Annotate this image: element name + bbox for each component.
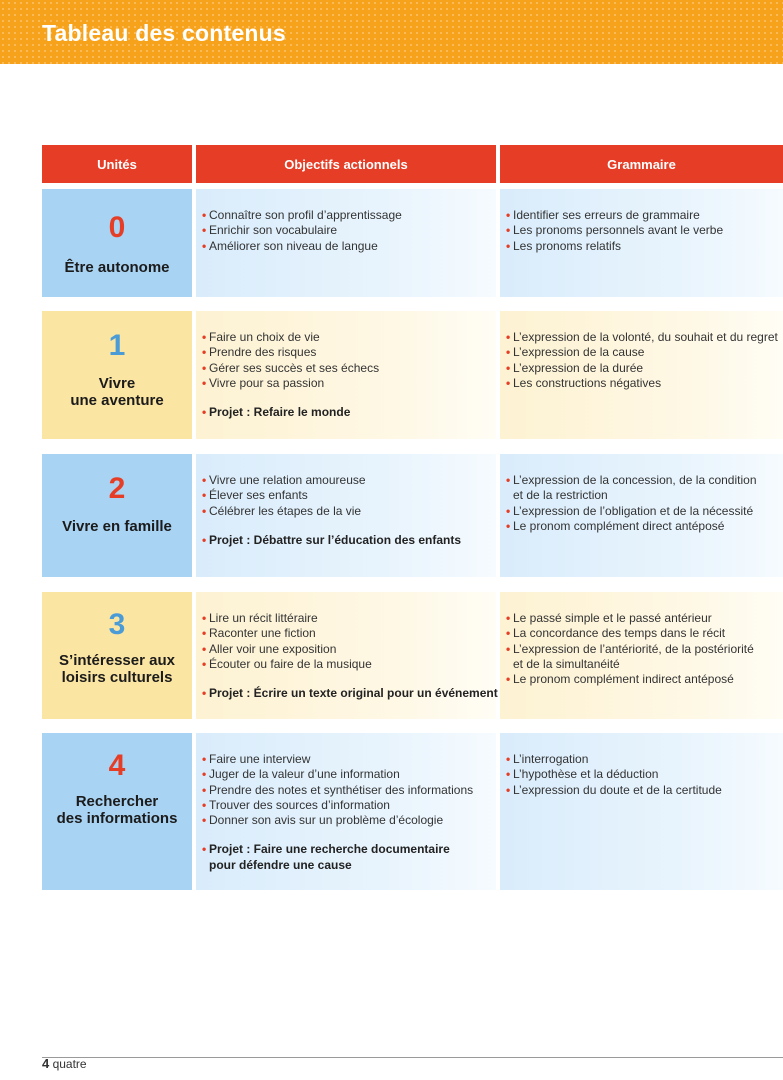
objectif-text: Élever ses enfants [209,488,308,503]
bullet-icon: • [202,503,207,518]
objectif-text: Améliorer son niveau de langue [209,238,378,253]
grammaire-text: Le pronom complément indirect antéposé [513,672,734,687]
bullet-icon: • [202,473,207,487]
bullet-icon: • [202,238,207,253]
unit-cell [42,189,192,297]
unit-name: Rechercher [75,793,159,810]
unit-number: 4 [108,749,126,782]
grammaire-item [506,345,783,360]
grammaire-cell [500,733,783,890]
objectifs-cell [196,189,496,297]
bullet-icon: • [202,345,207,360]
unit-name: Vivre [98,375,136,392]
bullet-icon: • [506,473,511,487]
objectif-text: Faire un choix de vie [209,330,320,344]
bullet-icon: • [202,330,207,344]
page-footer [42,1056,87,1071]
bullet-icon: • [506,518,511,533]
grammaire-text: L’expression de l’obligation et de la nécessité [513,503,754,518]
grammaire-text: Le passé simple et le passé antérieur [513,611,712,625]
unit-name: Vivre en famille [62,518,172,535]
footer-divider [42,1057,783,1058]
unit-name: S’intéresser aux [59,652,175,669]
grammaire-item [506,752,783,767]
grammaire-text: Les constructions négatives [513,375,662,390]
objectif-text: Enrichir son vocabulaire [209,223,338,238]
column-header-objectifs: Objectifs actionnels [196,145,496,183]
grammaire-item [506,642,783,673]
objectif-item [202,813,496,828]
unit-cell [42,733,192,890]
objectif-item [202,208,496,223]
objectif-item [202,642,496,657]
bullet-icon: • [202,532,207,547]
objectif-item [202,361,496,376]
bullet-icon: • [202,842,207,857]
objectifs-cell [196,311,496,439]
projet-text: Projet : Écrire un texte original pour un événement [209,686,498,701]
grammaire-text: et de la restriction [513,488,608,503]
unit-name: loisirs culturels [61,669,173,686]
grammaire-item [506,767,783,782]
bullet-icon: • [506,641,511,656]
bullet-icon: • [202,767,207,782]
grammaire-item [506,672,783,687]
bullet-icon: • [202,813,207,828]
unit-cell [42,311,192,439]
bullet-icon: • [202,223,207,238]
projet-item [202,686,496,701]
bullet-icon: • [202,656,207,671]
bullet-icon: • [202,752,207,766]
bullet-icon: • [202,782,207,797]
table-row [0,189,783,297]
column-header-unites: Unités [42,145,192,183]
grammaire-cell [500,189,783,297]
grammaire-text: L’expression de l’antériorité, de la postériorité [513,641,754,656]
bullet-icon: • [506,503,511,518]
unit-name: Être autonome [64,259,170,276]
bullet-icon: • [506,208,511,222]
bullet-icon: • [506,626,511,641]
page-title: Tableau des contenus [42,20,286,46]
table-row [0,592,783,719]
objectif-item [202,330,496,345]
grammaire-item [506,239,783,254]
bullet-icon: • [506,752,511,766]
unit-name: des informations [56,810,178,827]
objectif-text: Célébrer les étapes de la vie [209,503,362,518]
bullet-icon: • [202,488,207,503]
grammaire-text: Les pronoms personnels avant le verbe [513,223,724,238]
grammaire-text: L’expression du doute et de la certitude [513,782,722,797]
objectif-item [202,488,496,503]
grammaire-item [506,473,783,504]
objectif-item [202,239,496,254]
page-number: 4 [42,1056,50,1071]
grammaire-cell [500,592,783,719]
objectif-text: Écouter ou faire de la musique [209,656,372,671]
grammaire-item [506,208,783,223]
grammaire-text: Identifier ses erreurs de grammaire [513,208,700,222]
grammaire-item [506,330,783,345]
objectifs-cell [196,592,496,719]
objectif-item [202,345,496,360]
grammaire-item [506,223,783,238]
table-row [0,311,783,439]
bullet-icon: • [202,375,207,390]
bullet-icon: • [506,330,511,344]
projet-item [202,405,496,420]
grammaire-text: L’expression de la volonté, du souhait et du regret [513,330,778,344]
objectifs-cell [196,454,496,577]
grammaire-text: L’expression de la cause [513,345,645,360]
objectif-text: Aller voir une exposition [209,641,337,656]
objectif-text: Faire une interview [209,752,311,766]
objectif-item [202,626,496,641]
unit-number: 1 [108,329,126,362]
unit-name: une aventure [70,392,164,409]
objectif-text: Vivre une relation amoureuse [209,473,366,487]
objectif-item [202,611,496,626]
grammaire-text: et de la simultanéité [513,656,620,671]
projet-text: pour défendre une cause [209,857,352,872]
projet-text: Projet : Débattre sur l’éducation des enfants [209,532,462,547]
grammaire-item [506,626,783,641]
objectif-text: Lire un récit littéraire [209,611,318,625]
projet-item [202,842,496,873]
bullet-icon: • [202,405,207,420]
objectif-text: Vivre pour sa passion [209,375,325,390]
bullet-icon: • [506,360,511,375]
bullet-icon: • [202,626,207,641]
objectif-text: Raconter une fiction [209,626,316,641]
unit-number: 3 [108,608,126,641]
objectif-item [202,783,496,798]
grammaire-text: L’expression de la concession, de la condition [513,473,757,487]
bullet-icon: • [506,611,511,625]
unit-cell [42,454,192,577]
grammaire-item [506,504,783,519]
objectif-item [202,223,496,238]
objectif-text: Gérer ses succès et ses échecs [209,360,380,375]
objectif-item [202,798,496,813]
grammaire-item [506,519,783,534]
bullet-icon: • [202,641,207,656]
bullet-icon: • [506,238,511,253]
grammaire-cell [500,311,783,439]
unit-number: 0 [108,211,126,244]
bullet-icon: • [506,782,511,797]
objectif-item [202,376,496,391]
projet-text: Projet : Refaire le monde [209,405,351,420]
column-header-grammaire: Grammaire [500,145,783,183]
objectif-text: Connaître son profil d’apprentissage [209,208,402,222]
bullet-icon: • [202,208,207,222]
bullet-icon: • [506,672,511,687]
objectif-item [202,504,496,519]
grammaire-text: L’expression de la durée [513,360,644,375]
objectif-item [202,657,496,672]
objectif-text: Trouver des sources d’information [209,797,390,812]
projet-text: Projet : Faire une recherche documentaire [209,842,450,857]
grammaire-text: L’hypothèse et la déduction [513,767,659,782]
grammaire-text: L’interrogation [513,752,589,766]
bullet-icon: • [202,686,207,701]
objectif-text: Prendre des notes et synthétiser des informations [209,782,474,797]
objectif-item [202,473,496,488]
bullet-icon: • [506,767,511,782]
grammaire-item [506,783,783,798]
bullet-icon: • [202,611,207,625]
table-row [0,733,783,890]
objectif-text: Donner son avis sur un problème d’écologie [209,813,444,828]
bullet-icon: • [506,375,511,390]
grammaire-text: Le pronom complément direct antéposé [513,518,725,533]
unit-cell [42,592,192,719]
objectif-text: Prendre des risques [209,345,317,360]
table-row [0,454,783,577]
grammaire-text: La concordance des temps dans le récit [513,626,726,641]
grammaire-item [506,376,783,391]
grammaire-text: Les pronoms relatifs [513,238,622,253]
objectifs-cell [196,733,496,890]
objectif-item [202,752,496,767]
grammaire-item [506,361,783,376]
bullet-icon: • [506,345,511,360]
grammaire-item [506,611,783,626]
objectif-item [202,767,496,782]
unit-number: 2 [108,472,126,505]
bullet-icon: • [202,797,207,812]
objectif-text: Juger de la valeur d’une information [209,767,400,782]
bullet-icon: • [202,360,207,375]
projet-item [202,533,496,548]
page-number-word: quatre [52,1057,87,1071]
grammaire-cell [500,454,783,577]
bullet-icon: • [506,223,511,238]
